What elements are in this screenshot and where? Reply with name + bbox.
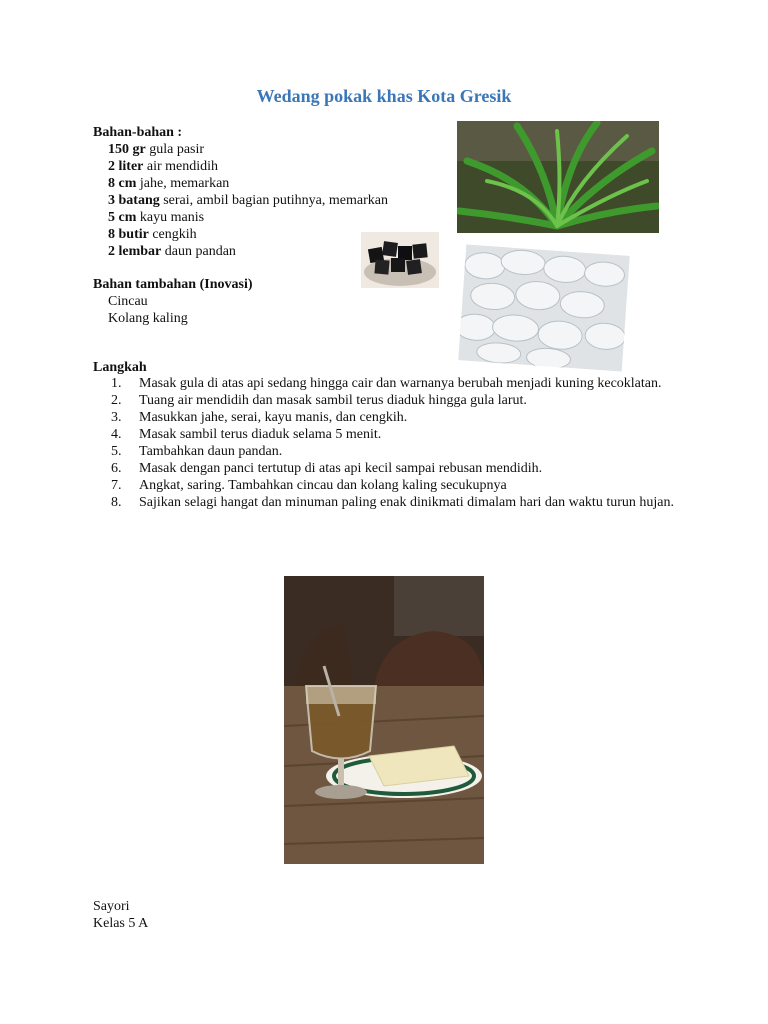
page-title: Wedang pokak khas Kota Gresik (256, 86, 512, 106)
step-item: 7. Angkat, saring. Tambahkan cincau dan kolang kaling secukupnya (111, 478, 507, 493)
wedang-pokak-drink-photo (284, 576, 484, 864)
ingredient-item: 8 cm jahe, memarkan (108, 176, 230, 191)
extra-item: Kolang kaling (108, 311, 188, 326)
step-item: 4. Masak sambil terus diaduk selama 5 menit. (111, 427, 382, 442)
author-class: Kelas 5 A (93, 916, 149, 931)
ingredient-item: 3 batang serai, ambil bagian putihnya, memarkan (108, 193, 388, 208)
step-item: 1. Masak gula di atas api sedang hingga cair dan warnanya berubah menjadi kuning kecoklatan. (111, 376, 662, 391)
ingredient-item: 8 butir cengkih (108, 227, 197, 242)
ingredient-item: 5 cm kayu manis (108, 210, 205, 225)
steps-list (93, 375, 675, 511)
pandan-leaves-photo (457, 121, 659, 233)
extra-item: Cincau (108, 294, 148, 309)
step-item: 2. Tuang air mendidih dan masak sambil terus diaduk hingga gula larut. (111, 393, 527, 408)
ingredient-item: 2 liter air mendidih (108, 159, 219, 174)
extras-section (93, 276, 393, 327)
step-item: 8. Sajikan selagi hangat dan minuman paling enak dinikmati dimalam hari dan waktu turun hujan. (111, 495, 674, 510)
cincau-photo (361, 232, 439, 288)
ingredient-item: 150 gr gula pasir (108, 142, 205, 157)
author-block (93, 898, 148, 932)
step-item: 5. Tambahkan daun pandan. (111, 444, 283, 459)
extras-heading: Bahan tambahan (Inovasi) (93, 277, 253, 292)
ingredients-heading: Bahan-bahan : (93, 125, 183, 140)
step-item: 6. Masak dengan panci tertutup di atas api kecil sampai rebusan mendidih. (111, 461, 543, 476)
steps-heading: Langkah (93, 360, 147, 375)
author-name: Sayori (93, 899, 130, 914)
step-item: 3. Masukkan jahe, serai, kayu manis, dan cengkih. (111, 410, 408, 425)
ingredient-item: 2 lembar daun pandan (108, 244, 236, 259)
kolang-kaling-photo (458, 244, 630, 371)
